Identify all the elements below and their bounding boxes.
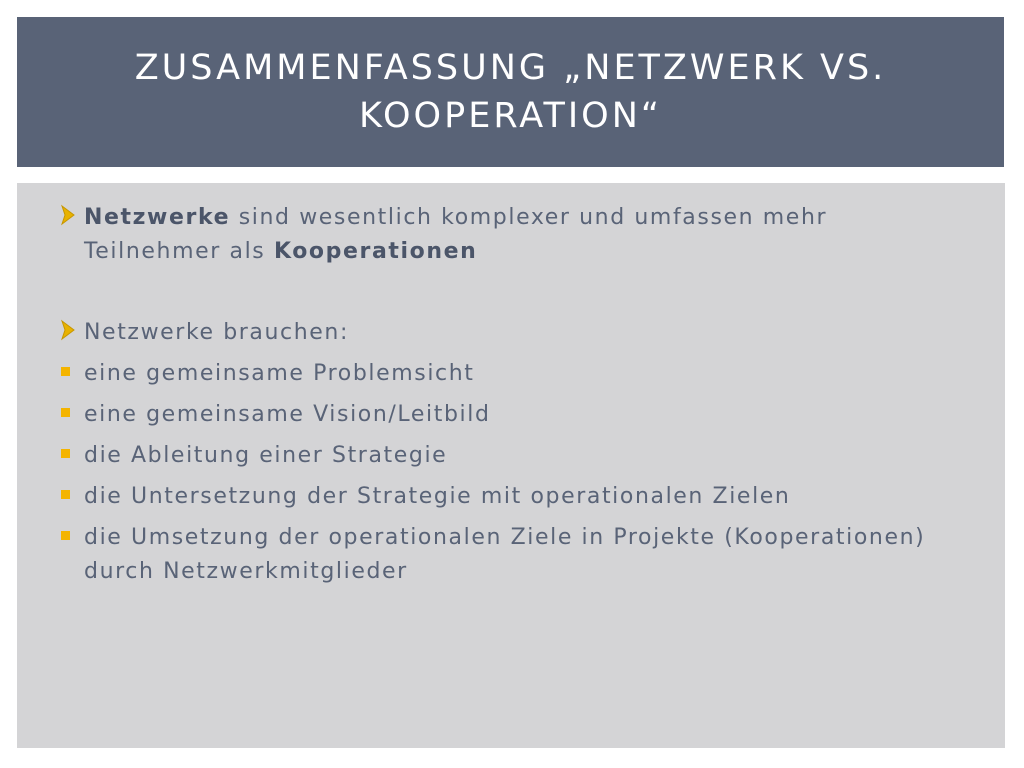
square-bullet-icon xyxy=(61,490,70,499)
bullet-text: die Umsetzung der operationalen Ziele in Projekte (Kooperationen) durch Netzwerkmitglieder xyxy=(84,525,926,584)
arrow-icon xyxy=(57,204,79,226)
term-kooperationen: Kooperationen xyxy=(273,239,478,264)
square-bullet-icon xyxy=(61,531,70,540)
square-bullet-icon xyxy=(61,408,70,417)
slide-title: ZUSAMMENFASSUNG „NETZWERK VS. KOOPERATION“ xyxy=(134,48,887,136)
bullet-text-body: sind wesentlich komplexer und umfassen mehr Teilnehmer als xyxy=(84,205,828,264)
title-bar xyxy=(17,17,1004,167)
bullet-text: die Untersetzung der Strategie mit operationalen Zielen xyxy=(84,484,791,509)
bullet-text: eine gemeinsame Problemsicht xyxy=(84,361,475,386)
bullet-text: die Ableitung einer Strategie xyxy=(84,443,448,468)
arrow-icon xyxy=(57,319,79,341)
term-netzwerke: Netzwerke xyxy=(84,205,231,230)
bullet-text xyxy=(84,201,964,269)
bullet-text: Netzwerke brauchen: xyxy=(84,320,349,345)
bullet-text: eine gemeinsame Vision/Leitbild xyxy=(84,402,491,427)
square-bullet-icon xyxy=(61,367,70,376)
content-area xyxy=(17,183,1005,748)
square-bullet-icon xyxy=(61,449,70,458)
